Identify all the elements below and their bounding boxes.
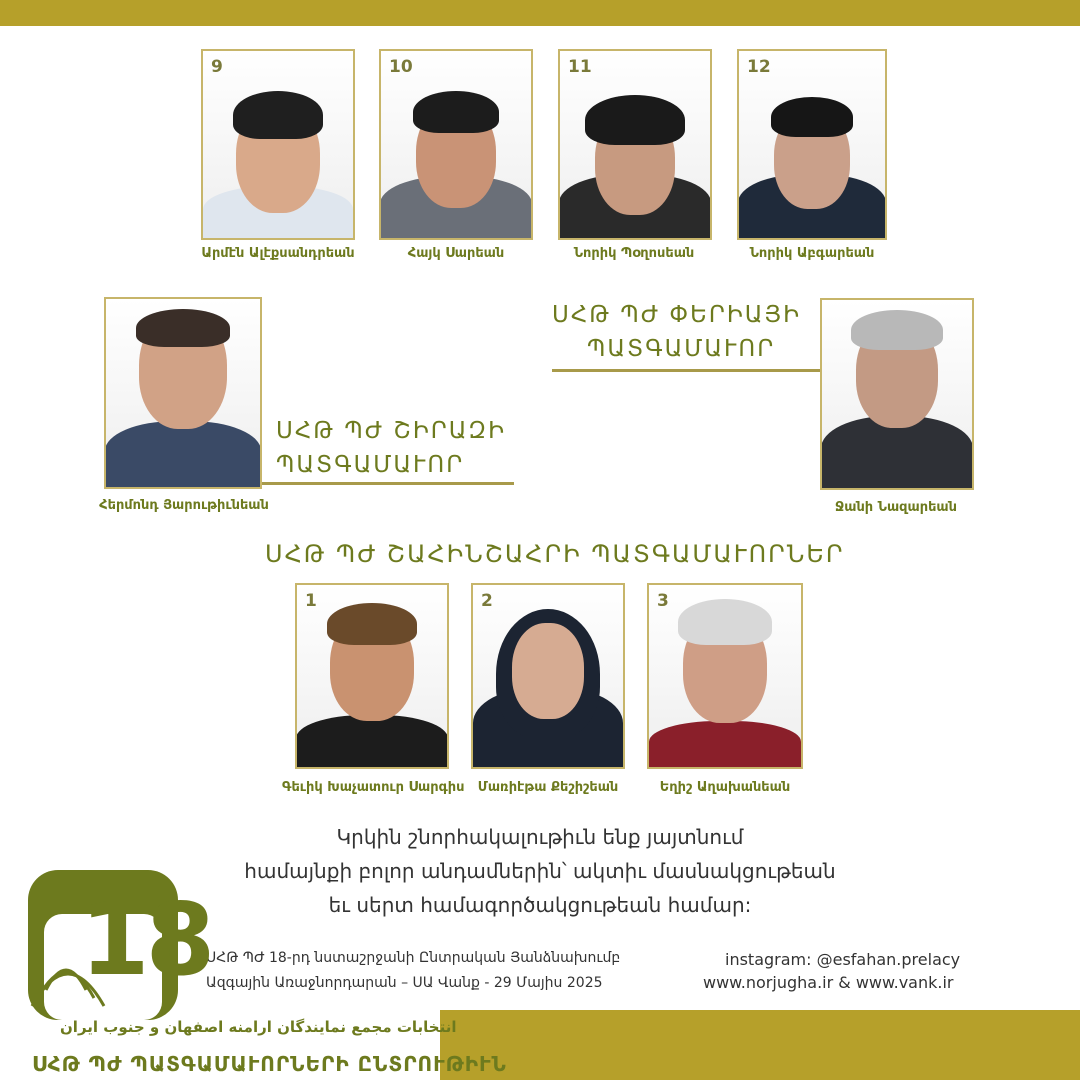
candidate-name-10: Հայկ Սարեան [407,246,505,261]
candidate-number: 9 [211,57,223,77]
shahinshahr-title: ՍՀԹ ՊԺ ՇԱՀԻՆՇԱՀՐԻ ՊԱՏԳԱՄԱՒՈՐՆԵՐ [265,540,845,568]
thanks-line-3: եւ սերտ համագործակցութեան համար: [328,893,752,917]
shiraz-title-line1: ՍՀԹ ՊԺ ՇԻՐԱԶԻ [276,418,506,444]
logo-armenian-caption: ՍՀԹ ՊԺ ՊԱՏԳԱՄԱՒՈՐՆԵՐԻ ԸՆՏՐՈՒԹԻՒՆ [32,1052,507,1076]
thanks-line-2: համայնքի բոլոր անդամներին՝ ակտիւ մասնակցութեան [244,859,836,883]
portrait [473,585,623,767]
logo-arabic-caption: انتخابات مجمع نمایندگان ارامنه اصفهان و جنوب ایران [60,1018,457,1036]
candidate-name-9: Արմէն Ալէքսանդրեան [201,246,355,261]
candidate-photo-10 [379,49,533,240]
logo-number: 18 [80,881,212,998]
shahinshahr-candidate-name-3: Եղիշ Աղախանեան [659,780,791,795]
shiraz-title-line2: ՊԱՏԳԱՄԱՒՈՐ [276,452,465,478]
event-line-2: Ազգային Առաջնորդարան – ՍԱ Վանք - 29 Մայիս 2025 [206,975,603,991]
fereydan-candidate-photo [820,298,974,490]
shiraz-underline [262,482,514,485]
candidate-photo-9 [201,49,355,240]
fereydan-title-line1: ՍՀԹ ՊԺ ՓԵՐԻԱՅԻ [552,302,801,328]
website-links[interactable]: www.norjugha.ir & www.vank.ir [703,973,954,992]
candidate-name-12: Նորիկ Աբգարեան [749,246,875,261]
top-accent-bar [0,0,1080,26]
candidate-number: 12 [747,57,771,77]
thanks-line-1: Կրկին շնորհակալութիւն ենք յայտնում [336,825,744,849]
candidate-number: 3 [657,591,669,611]
shahinshahr-candidate-photo-1 [295,583,449,769]
shahinshahr-candidate-name-1: Գեւիկ Խաչատուր Սարգիս [282,780,465,795]
event-line-1: ՍՀԹ ՊԺ 18-րդ նստաշրջանի Ընտրական Յանձնախումբ [206,950,621,966]
portrait [739,51,885,238]
candidate-number: 11 [568,57,592,77]
candidate-photo-11 [558,49,712,240]
fereydan-underline [552,369,820,372]
candidate-number: 10 [389,57,413,77]
candidate-photo-12 [737,49,887,240]
candidate-name-11: Նորիկ Պօղոսեան [573,246,695,261]
portrait [106,299,260,487]
portrait [649,585,801,767]
portrait [381,51,531,238]
shiraz-candidate-photo [104,297,262,489]
fereydan-candidate-name: Ջանի Նազարեան [835,500,957,515]
shahinshahr-candidate-name-2: Մառիէթա Քեշիշեան [477,780,619,795]
portrait [822,300,972,488]
thanks-message [170,820,910,922]
portrait [297,585,447,767]
portrait [203,51,353,238]
fereydan-title-line2: ՊԱՏԳԱՄԱՒՈՐ [587,336,776,362]
shahinshahr-candidate-photo-3 [647,583,803,769]
candidate-number: 1 [305,591,317,611]
candidate-number: 2 [481,591,493,611]
portrait [560,51,710,238]
shahinshahr-candidate-photo-2 [471,583,625,769]
instagram-link[interactable]: instagram: @esfahan.prelacy [725,950,961,969]
shiraz-candidate-name: Հերմոնդ Յարութիւնեան [99,498,269,513]
